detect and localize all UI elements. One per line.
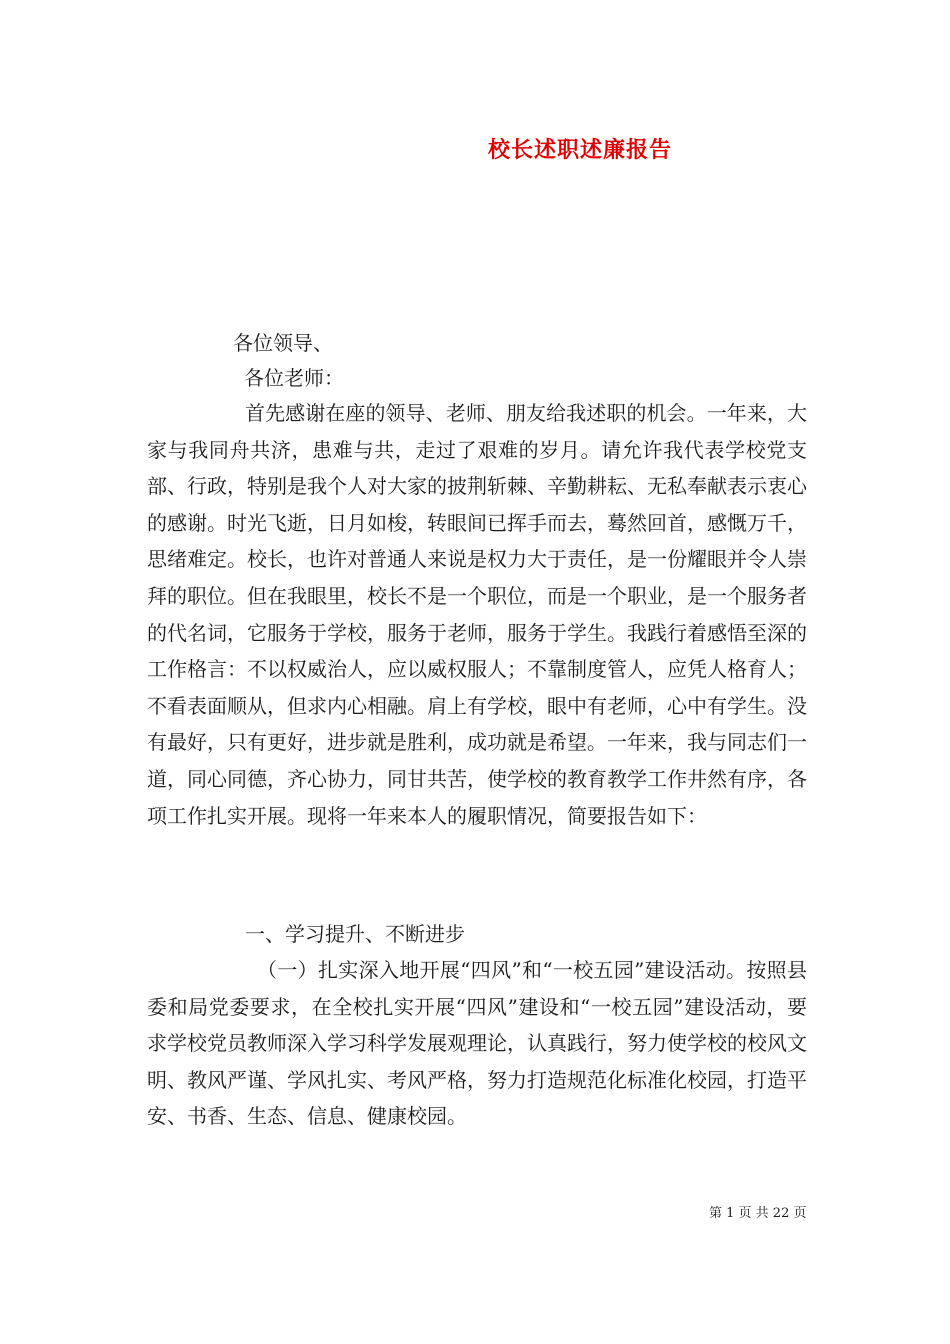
salutation-leaders: 各位领导、 — [233, 331, 333, 355]
intro-paragraph: 首先感谢在座的领导、老师、朋友给我述职的机会。一年来，大家与我同舟共济，患难与共，走过了艰难的岁月。请允许我代表学校党支部、行政，特别是我个人对大家的披荆斩棘、辛勤耕耘、无私奉献表示衷心的感谢。时光飞逝，日月如梭，转眼间已挥手而去，蓦然回首，感慨万千，思绪难定。校长，也许对普通人来说是权力大于责任，是一份耀眼并令人崇拜的职位。但在我眼里，校长不是一个职位，而是一个职业，是一个服务者的代名词，它服务于学校，服务于老师，服务于学生。我践行着感悟至深的工作格言：不以权威治人，应以威权服人；不靠制度管人，应凭人格育人；不看表面顺从，但求内心相融。肩上有学校，眼中有老师，心中有学生。没有最好，只有更好，进步就是胜利，成功就是希望。一年来，我与同志们一道，同心同德，齐心协力，同甘共苦，使学校的教育教学工作井然有序，各项工作扎实开展。现将一年来本人的履职情况，简要报告如下： — [147, 401, 807, 828]
document-title: 校长述职述廉报告 — [488, 137, 673, 163]
section-1-1-paragraph: （一）扎实深入地开展“四风”和“一校五园”建设活动。按照县委和局党委要求，在全校扎实开展“四风”建设和“一校五园”建设活动，要求学校党员教师深入学习科学发展观理论，认真践行，努力使学校的校风文明、教风严谨、学风扎实、考风严格，努力打造规范化标准化校园，打造平安、书香、生态、信息、健康校园。 — [147, 958, 807, 1129]
page-indicator: 第 1 页 共 22 页 — [709, 1206, 807, 1221]
section-1-heading: 一、学习提升、不断进步 — [245, 922, 465, 946]
salutation-teachers: 各位老师： — [244, 366, 344, 390]
